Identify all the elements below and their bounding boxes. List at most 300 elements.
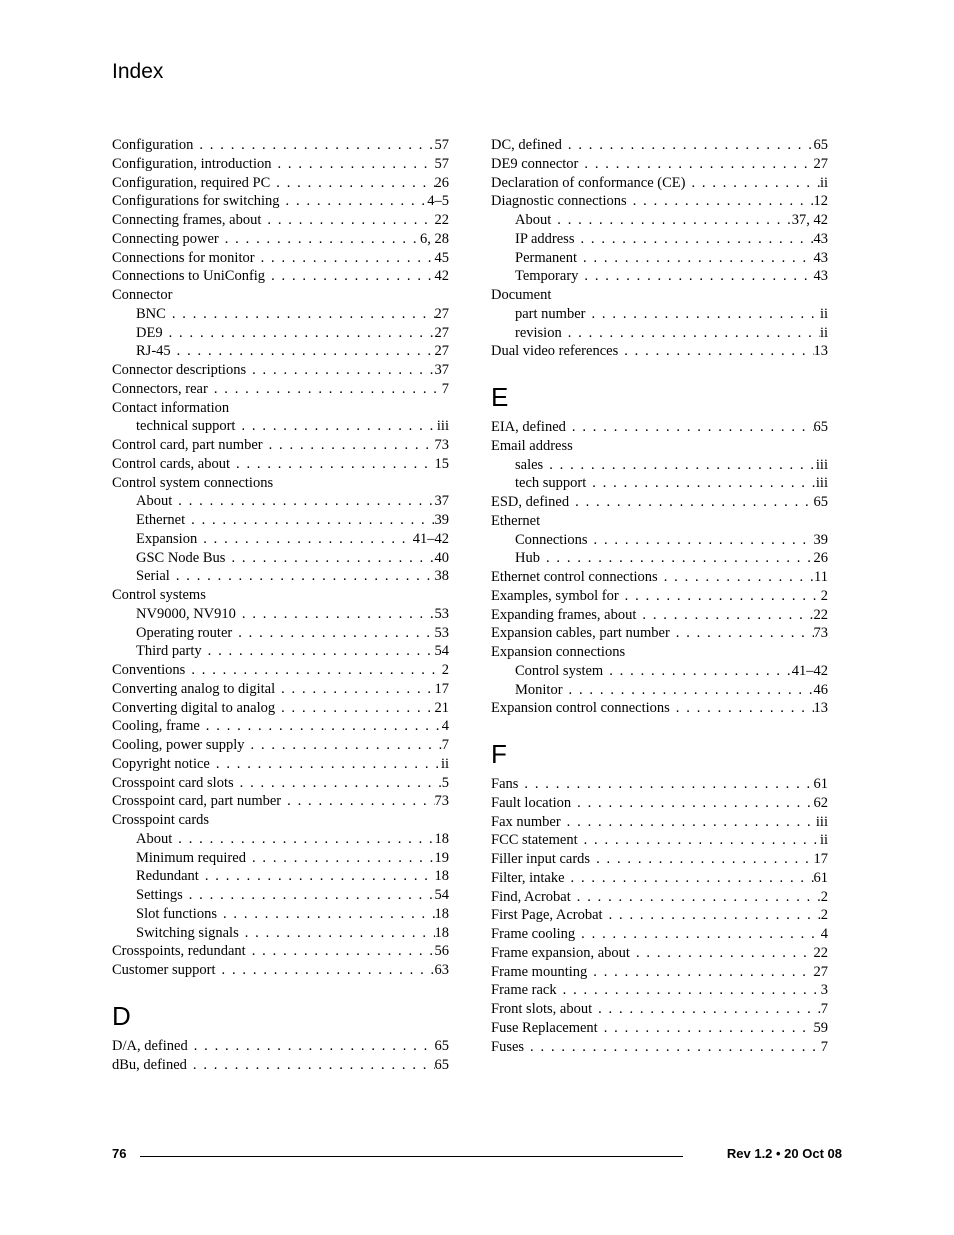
dot-leader — [210, 755, 441, 774]
entry-page-ref[interactable]: 27 — [813, 963, 828, 980]
entry-page-ref[interactable]: 13 — [813, 700, 828, 717]
index-subentry — [491, 324, 828, 343]
entry-page-ref[interactable]: 17 — [434, 680, 449, 697]
index-entry — [112, 136, 449, 155]
entry-term: Connections for monitor — [112, 249, 255, 266]
dot-leader — [603, 662, 792, 681]
entry-page-ref[interactable]: 59 — [813, 1019, 828, 1036]
entry-term: GSC Node Bus — [136, 549, 226, 566]
footer-rule — [140, 1156, 683, 1157]
entry-term: Expansion cables, part number — [491, 625, 670, 642]
entry-page-ref[interactable]: 13 — [813, 343, 828, 360]
entry-term: Crosspoint card slots — [112, 774, 234, 791]
index-subentry — [112, 417, 449, 436]
entry-term: EIA, defined — [491, 419, 566, 435]
entry-term: Connections to UniConfig — [112, 268, 266, 285]
entry-term: BNC — [136, 305, 166, 322]
entry-page-ref[interactable]: 26 — [813, 550, 828, 567]
entry-page-ref[interactable]: 18 — [434, 868, 449, 885]
entry-page-ref[interactable]: 53 — [434, 624, 449, 641]
index-subentry — [491, 456, 828, 475]
entry-term: Examples, symbol for — [491, 587, 619, 604]
entry-term: sales — [515, 456, 544, 473]
entry-term: Temporary — [515, 268, 579, 285]
entry-page-ref[interactable]: 3 — [820, 982, 828, 999]
dot-leader — [578, 267, 813, 286]
entry-term: Copyright notice — [112, 755, 210, 772]
entry-page-ref[interactable]: 7 — [820, 1001, 828, 1017]
entry-term: revision — [515, 324, 562, 341]
entry-term: Redundant — [136, 868, 199, 885]
page-footer — [112, 1146, 842, 1166]
entry-term: technical support — [136, 418, 236, 435]
entry-term: Fuses — [491, 1038, 525, 1055]
entry-term: Control card, part number — [112, 437, 263, 453]
entry-term: Fax number — [491, 813, 561, 830]
entry-page-ref[interactable]: iii — [815, 456, 828, 473]
dot-leader — [246, 849, 435, 868]
dot-leader — [280, 192, 428, 211]
entry-page-ref[interactable]: 53 — [434, 605, 449, 622]
entry-page-ref[interactable]: 61 — [813, 869, 828, 886]
entry-page-ref[interactable]: 2 — [441, 662, 449, 678]
dot-leader — [281, 792, 434, 811]
index-heading: Ethernet — [491, 512, 541, 529]
index-entry — [491, 794, 828, 813]
dot-leader — [200, 717, 442, 736]
dot-leader — [275, 699, 434, 718]
index-entry — [112, 211, 449, 230]
entry-page-ref[interactable]: 39 — [813, 531, 828, 548]
entry-term: Connecting power — [112, 230, 219, 247]
entry-term: Fans — [491, 776, 519, 792]
dot-leader — [171, 342, 435, 361]
dot-leader — [270, 174, 434, 193]
index-entry — [491, 775, 828, 794]
entry-page-ref[interactable]: 73 — [434, 437, 449, 453]
index-entry — [112, 717, 449, 736]
entry-term: Converting digital to analog — [112, 699, 276, 716]
entry-term: Filter, intake — [491, 869, 565, 886]
entry-page-ref[interactable]: 18 — [434, 830, 449, 847]
index-entry — [112, 661, 449, 680]
entry-term: Expansion — [136, 530, 198, 547]
index-subentry — [112, 567, 449, 586]
entry-page-ref[interactable]: 27 — [434, 324, 449, 341]
entry-term: About — [515, 212, 552, 228]
entry-term: About — [136, 830, 173, 847]
index-entry — [112, 680, 449, 699]
entry-page-ref[interactable]: iii — [815, 813, 828, 830]
entry-term: Fuse Replacement — [491, 1019, 598, 1036]
entry-page-ref[interactable]: 65 — [813, 494, 828, 510]
entry-page-ref[interactable]: 2 — [820, 587, 828, 604]
index-entry — [491, 568, 828, 587]
index-entry — [112, 174, 449, 193]
entry-page-ref[interactable]: 17 — [813, 851, 828, 867]
entry-page-ref[interactable]: 43 — [813, 230, 828, 247]
dot-leader — [551, 211, 792, 230]
index-entry — [112, 267, 449, 286]
entry-page-ref[interactable]: 45 — [434, 249, 449, 266]
dot-leader — [569, 493, 813, 512]
entry-page-ref[interactable]: 63 — [434, 962, 449, 978]
entry-term: Operating router — [136, 624, 233, 641]
dot-leader — [575, 925, 821, 944]
dot-leader — [670, 624, 814, 643]
dot-leader — [246, 361, 434, 380]
index-entry — [112, 699, 449, 718]
footer-revision: Rev 1.2 • 20 Oct 08 — [726, 1146, 842, 1161]
index-entry — [491, 963, 828, 982]
index-entry — [491, 888, 828, 907]
entry-term: Control cards, about — [112, 455, 230, 472]
dot-leader — [239, 924, 435, 943]
entry-term: Configurations for switching — [112, 193, 280, 210]
index-subentry — [491, 531, 828, 550]
dot-leader — [543, 456, 816, 475]
section-letter-heading: D — [112, 1000, 131, 1031]
footer-page-number: 76 — [112, 1146, 127, 1161]
entry-page-ref[interactable]: 4–5 — [427, 193, 449, 210]
dot-leader — [598, 1019, 814, 1038]
entry-term: NV9000, NV910 — [136, 605, 236, 622]
index-entry — [112, 942, 449, 961]
index-entry — [112, 436, 449, 455]
dot-leader — [571, 888, 821, 907]
entry-term: Fault location — [491, 794, 572, 811]
entry-term: Hub — [515, 550, 540, 567]
dot-leader — [685, 174, 819, 193]
entry-page-ref[interactable]: 27 — [434, 305, 449, 322]
dot-leader — [199, 867, 435, 886]
entry-term: Frame rack — [491, 982, 557, 999]
dot-leader — [562, 136, 814, 155]
entry-page-ref[interactable]: 56 — [434, 943, 449, 960]
dot-leader — [255, 249, 435, 268]
index-subentry — [491, 211, 828, 230]
entry-page-ref[interactable]: 12 — [813, 193, 828, 210]
dot-leader — [245, 736, 442, 755]
index-column-right — [491, 136, 828, 1056]
entry-term: Crosspoint card, part number — [112, 793, 282, 810]
index-heading: Connector — [112, 287, 173, 303]
dot-leader — [263, 436, 435, 455]
dot-leader — [216, 961, 435, 980]
entry-page-ref[interactable]: 41–42 — [412, 530, 449, 547]
entry-page-ref[interactable]: 37 — [434, 362, 449, 378]
dot-leader — [230, 455, 435, 474]
index-entry — [112, 192, 449, 211]
entry-term: Filler input cards — [491, 851, 591, 867]
entry-term: DE9 — [136, 324, 163, 341]
dot-leader — [187, 1056, 435, 1075]
index-heading: Control system connections — [112, 474, 274, 491]
index-subentry — [112, 886, 449, 905]
entry-term: Connector descriptions — [112, 362, 247, 378]
index-entry — [112, 1056, 449, 1075]
entry-page-ref[interactable]: 39 — [434, 512, 449, 528]
index-subentry — [112, 849, 449, 868]
entry-page-ref[interactable]: 6, 28 — [420, 230, 449, 247]
dot-leader — [271, 155, 434, 174]
index-subentry — [112, 324, 449, 343]
dot-leader — [574, 230, 813, 249]
entry-term: DE9 connector — [491, 155, 579, 172]
section-letter-heading: F — [491, 739, 507, 769]
entry-page-ref[interactable]: 73 — [434, 793, 449, 810]
entry-term: Frame cooling — [491, 926, 576, 942]
entry-page-ref[interactable]: 19 — [434, 849, 449, 866]
dot-leader — [540, 549, 814, 568]
index-entry — [112, 380, 449, 399]
index-entry — [491, 606, 828, 625]
entry-page-ref[interactable]: 54 — [434, 643, 449, 660]
entry-page-ref[interactable]: 57 — [434, 137, 449, 153]
index-entry — [491, 155, 828, 174]
index-subentry — [491, 267, 828, 286]
dot-leader — [185, 661, 441, 680]
entry-page-ref[interactable]: ii — [819, 324, 828, 341]
index-entry — [491, 944, 828, 963]
entry-term: Customer support — [112, 962, 216, 978]
entry-page-ref[interactable]: 27 — [434, 343, 449, 360]
dot-leader — [619, 587, 821, 606]
entry-page-ref[interactable]: iii — [436, 418, 449, 435]
entry-term: Switching signals — [136, 924, 239, 941]
index-subentry — [112, 867, 449, 886]
entry-page-ref[interactable]: 65 — [813, 419, 828, 435]
entry-page-ref[interactable]: 43 — [813, 268, 828, 285]
entry-term: tech support — [515, 475, 587, 492]
index-column-left — [112, 136, 449, 1074]
entry-term: Cooling, frame — [112, 718, 200, 735]
dot-leader — [603, 906, 821, 925]
entry-page-ref[interactable]: 57 — [434, 155, 449, 172]
index-entry — [491, 813, 828, 832]
dot-leader — [208, 380, 442, 399]
index-entry — [491, 831, 828, 850]
index-subentry — [112, 624, 449, 643]
index-entry — [112, 455, 449, 474]
dot-leader — [565, 869, 814, 888]
entry-term: About — [136, 493, 173, 510]
index-entry — [112, 961, 449, 980]
index-entry — [491, 493, 828, 512]
entry-term: Configuration, introduction — [112, 155, 272, 172]
entry-page-ref[interactable]: 43 — [813, 249, 828, 266]
entry-term: Frame mounting — [491, 963, 588, 980]
entry-term: Configuration, required PC — [112, 174, 271, 191]
index-entry — [112, 755, 449, 774]
dot-leader — [592, 1000, 821, 1019]
entry-term: part number — [515, 305, 586, 322]
index-subentry — [491, 549, 828, 568]
entry-term: Expansion control connections — [491, 700, 670, 717]
entry-term: Ethernet control connections — [491, 569, 658, 585]
entry-term: Frame expansion, about — [491, 944, 630, 961]
index-entry — [491, 192, 828, 211]
dot-leader — [234, 774, 442, 793]
dot-leader — [590, 850, 813, 869]
entry-page-ref[interactable]: ii — [819, 174, 828, 191]
index-subentry — [491, 249, 828, 268]
entry-page-ref[interactable]: 7 — [820, 1038, 828, 1055]
index-entry — [491, 174, 828, 193]
entry-page-ref[interactable]: 4 — [820, 926, 828, 942]
dot-leader — [166, 305, 435, 324]
entry-page-ref[interactable]: 37, 42 — [791, 212, 828, 228]
dot-leader — [170, 567, 435, 586]
index-entry — [112, 155, 449, 174]
dot-leader — [563, 681, 814, 700]
page-title: Index — [112, 60, 164, 83]
dot-leader — [578, 831, 820, 850]
entry-page-ref[interactable]: 22 — [434, 212, 449, 228]
entry-page-ref[interactable]: iii — [815, 475, 828, 492]
entry-term: Converting analog to digital — [112, 680, 276, 697]
entry-page-ref[interactable]: 37 — [434, 493, 449, 510]
dot-leader — [188, 1037, 435, 1056]
entry-term: Third party — [136, 643, 202, 660]
index-entry — [491, 418, 828, 437]
dot-leader — [163, 324, 435, 343]
dot-leader — [219, 230, 420, 249]
index-subentry — [112, 530, 449, 549]
entry-term: D/A, defined — [112, 1037, 188, 1054]
entry-page-ref[interactable]: 65 — [434, 1037, 449, 1054]
entry-term: Conventions — [112, 662, 186, 678]
entry-page-ref[interactable]: ii — [819, 832, 828, 849]
entry-page-ref[interactable]: 73 — [813, 625, 828, 642]
entry-page-ref[interactable]: 62 — [813, 794, 828, 811]
entry-page-ref[interactable]: 65 — [434, 1056, 449, 1073]
entry-page-ref[interactable]: 15 — [434, 455, 449, 472]
index-entry — [491, 342, 828, 361]
entry-page-ref[interactable]: 2 — [820, 907, 828, 924]
index-entry — [491, 981, 828, 1000]
index-subentry — [112, 342, 449, 361]
index-subentry — [112, 605, 449, 624]
entry-term: Minimum required — [136, 849, 246, 866]
dot-leader — [636, 606, 813, 625]
dot-leader — [261, 211, 434, 230]
entry-page-ref[interactable]: 26 — [434, 174, 449, 191]
dot-leader — [225, 549, 434, 568]
entry-page-ref[interactable]: 46 — [813, 681, 828, 698]
index-entry — [112, 249, 449, 268]
entry-page-ref[interactable]: 42 — [434, 268, 449, 285]
entry-page-ref[interactable]: 5 — [441, 774, 449, 791]
entry-page-ref[interactable]: 11 — [814, 569, 828, 585]
index-entry — [491, 136, 828, 155]
dot-leader — [670, 699, 814, 718]
dot-leader — [235, 417, 436, 436]
dot-leader — [518, 775, 813, 794]
dot-leader — [588, 531, 814, 550]
index-heading: Crosspoint cards — [112, 812, 210, 828]
entry-term: Settings — [136, 887, 183, 903]
entry-page-ref[interactable]: 18 — [434, 924, 449, 941]
entry-term: RJ-45 — [136, 343, 171, 360]
index-subentry — [112, 830, 449, 849]
entry-term: Monitor — [515, 681, 563, 698]
entry-page-ref[interactable]: 27 — [813, 155, 828, 172]
entry-page-ref[interactable]: 7 — [441, 737, 449, 753]
index-entry — [491, 906, 828, 925]
dot-leader — [172, 830, 434, 849]
index-subentry — [112, 905, 449, 924]
index-entry — [491, 587, 828, 606]
index-heading: Contact information — [112, 399, 230, 416]
dot-leader — [202, 642, 435, 661]
entry-page-ref[interactable]: 41–42 — [791, 662, 828, 679]
entry-page-ref[interactable]: 54 — [434, 887, 449, 903]
index-entry — [491, 1038, 828, 1057]
entry-page-ref[interactable]: ii — [440, 755, 449, 772]
section-letter-heading: E — [491, 382, 509, 412]
dot-leader — [658, 568, 814, 587]
dot-leader — [578, 155, 813, 174]
index-subentry — [112, 924, 449, 943]
entry-term: Connections — [515, 531, 588, 548]
entry-page-ref[interactable]: 4 — [441, 718, 449, 735]
index-entry — [491, 1019, 828, 1038]
index-entry — [491, 850, 828, 869]
entry-page-ref[interactable]: 65 — [813, 137, 828, 153]
dot-leader — [275, 680, 434, 699]
index-entry — [112, 774, 449, 793]
entry-page-ref[interactable]: ii — [819, 305, 828, 322]
entry-term: Diagnostic connections — [491, 193, 627, 210]
entry-term: Permanent — [515, 249, 578, 266]
entry-page-ref[interactable]: 7 — [441, 380, 449, 397]
entry-page-ref[interactable]: 21 — [434, 699, 449, 716]
index-entry — [491, 1000, 828, 1019]
dot-leader — [627, 192, 814, 211]
entry-page-ref[interactable]: 2 — [820, 888, 828, 905]
entry-term: Cooling, power supply — [112, 737, 245, 753]
index-subentry — [112, 305, 449, 324]
entry-term: Find, Acrobat — [491, 888, 571, 905]
dot-leader — [232, 624, 434, 643]
index-subentry — [491, 230, 828, 249]
entry-term: ESD, defined — [491, 494, 570, 510]
index-entry — [112, 736, 449, 755]
entry-term: Crosspoints, redundant — [112, 943, 246, 960]
index-heading: Document — [491, 287, 552, 303]
entry-page-ref[interactable]: 22 — [813, 944, 828, 961]
dot-leader — [557, 981, 821, 1000]
entry-term: Connectors, rear — [112, 380, 208, 397]
entry-page-ref[interactable]: 61 — [813, 776, 828, 792]
dot-leader — [524, 1038, 821, 1057]
index-heading: Expansion connections — [491, 644, 626, 660]
entry-page-ref[interactable]: 18 — [434, 905, 449, 922]
entry-page-ref[interactable]: 22 — [813, 606, 828, 623]
index-entry — [491, 925, 828, 944]
dot-leader — [265, 267, 434, 286]
entry-page-ref[interactable]: 40 — [434, 549, 449, 566]
index-entry — [112, 230, 449, 249]
dot-leader — [562, 324, 820, 343]
dot-leader — [172, 492, 434, 511]
index-entry — [491, 624, 828, 643]
dot-leader — [246, 942, 435, 961]
entry-page-ref[interactable]: 38 — [434, 568, 449, 585]
entry-term: Ethernet — [136, 512, 186, 528]
dot-leader — [197, 530, 413, 549]
